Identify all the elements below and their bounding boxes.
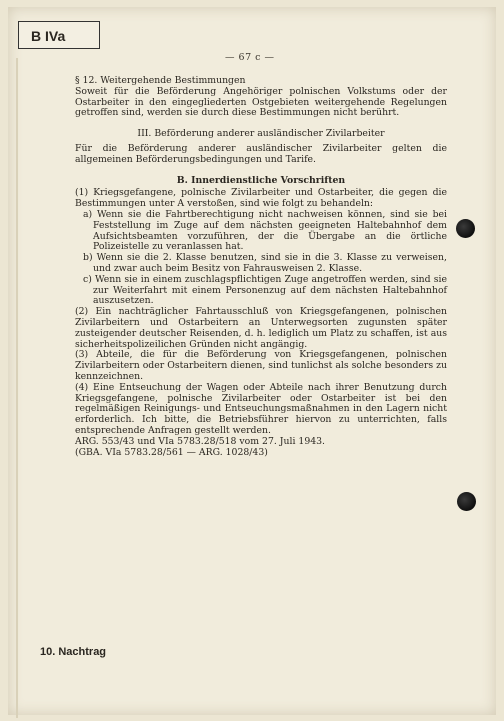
section-12-title: § 12. Weitergehende Bestimmungen [75, 75, 246, 86]
section-iii-text: Für die Beförderung anderer ausländischer Zivilarbeiter gelten die allgemeinen Beförderungsbedingungen und Tarife. [75, 142, 447, 165]
punch-hole-icon [457, 492, 476, 511]
list-item: b) Wenn sie die 2. Klasse benutzen, sind sie in die 3. Klasse zu verweisen, und zwar auch beim Besitz von Fahrausweisen 2. Klasse. [83, 252, 447, 274]
section-b1-intro: (1) Kriegsgefangene, polnische Zivilarbeiter und Ostarbeiter, die gegen die Bestimmungen unter A verstoßen, sind wie folgt zu behandeln: [75, 187, 447, 210]
margin-line [16, 58, 18, 718]
list-item: a) Wenn sie die Fahrtberechtigung nicht nachweisen können, sind sie bei Feststellung im Zuge auf dem nächsten geeigneten Haltebahnhof dem Aufsichtsbeamten vorzuführen, der die Übergabe an die örtliche Polizeistelle zu veranlassen hat. [83, 208, 447, 253]
page-number: — 67 c — [225, 52, 275, 63]
footer-supplement-label: 10. Nachtrag [40, 646, 107, 658]
punch-hole-icon [456, 219, 475, 238]
section-b-title: B. Innerdienstliche Vorschriften [176, 174, 346, 186]
section-b3-text: (3) Abteile, die für die Beförderung von Kriegsgefangenen, polnischen Zivilarbeitern oder Ostarbeitern dienen, sind tunlichst als solche besonders zu kennzeichnen. [75, 349, 447, 382]
document-body [75, 76, 447, 458]
section-b2-text: (2) Ein nachträglicher Fahrtausschluß von Kriegsgefangenen, polnischen Zivilarbeitern und Ostarbeitern an Unterwegsorten zugunsten später zusteigender deutscher Reisenden, d. h. lediglich um Platz zu schaffen, ist aus sicherheitspolizeilichen Gründen nicht angängig. [75, 306, 447, 350]
register-tab-label: B IVa [18, 21, 100, 49]
reference-line-1: ARG. 553/43 und VIa 5783.28/518 vom 27. Juli 1943. [75, 435, 326, 447]
reference-line-2: (GBA. VIa 5783.28/561 — ARG. 1028/43) [75, 446, 268, 458]
section-b4-text: (4) Eine Entseuchung der Wagen oder Abteile nach ihrer Benutzung durch Kriegsgefangene, polnische Zivilarbeiter oder Ostarbeiter ist bei den regelmäßigen Reinigungs- und Entseuchungsmaßnahmen in den Lagern nicht erforderlich. Ich bitte, die Betriebsführer hiervon zu unterrichten, falls entsprechende Anfragen gestellt werden. [75, 381, 447, 436]
list-item: c) Wenn sie in einem zuschlagspflichtigen Zuge angetroffen werden, sind sie zur Weiterfahrt mit einem Personenzug auf dem nächsten Haltebahnhof auszusetzen. [83, 273, 447, 307]
section-12-text: Soweit für die Beförderung Angehöriger polnischen Volkstums oder der Ostarbeiter in den eingegliederten Ostgebieten weitergehende Regelungen getroffen sind, werden sie durch diese Bestimmungen nicht berührt. [75, 85, 447, 119]
section-iii-title: III. Beförderung anderer ausländischer Zivilarbeiter [137, 128, 385, 140]
section-b1-list [75, 210, 447, 307]
